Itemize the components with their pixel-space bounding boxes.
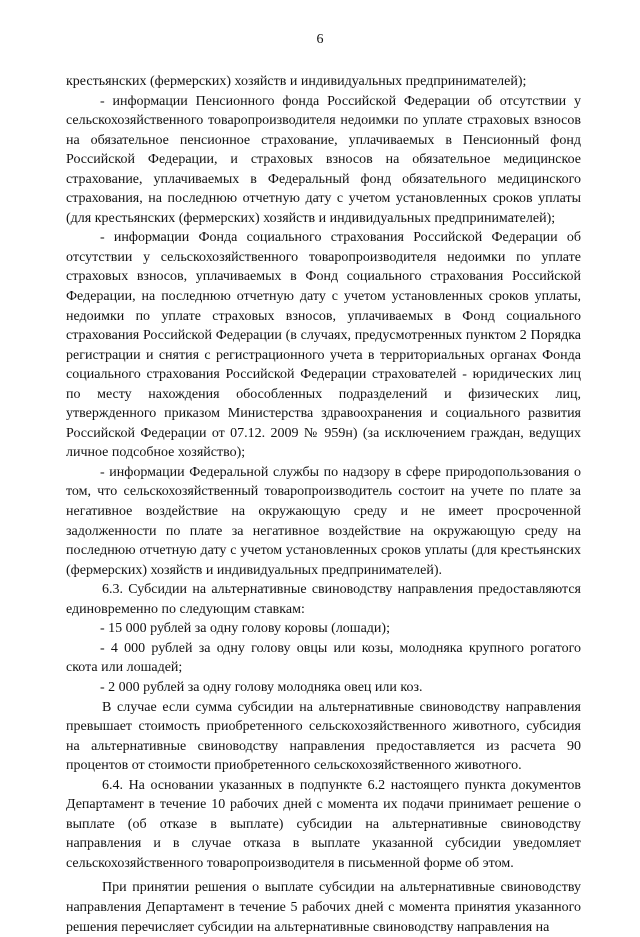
paragraph-subsidy-limit: В случае если сумма субсидии на альтернативные свиноводству направления превышает стоимость приобретенного сельскохозяйственного животного, субсидия на альтернативные свиноводству направления предоставляется из расчета 90 процентов от стоимости приобретенного сельскохозяйственного животного. (66, 699, 581, 774)
paragraph-6-3: 6.3. Субсидии на альтернативные свиноводству направления предоставляются единовременно по следующим ставкам: (66, 582, 581, 617)
paragraph-continuation: крестьянских (фермерских) хозяйств и индивидуальных предпринимателей); (66, 74, 527, 89)
paragraph-nature-supervision: - информации Федеральной службы по надзору в сфере природопользования о том, что сельскохозяйственный товаропроизводитель состоит на учете по плате за негативное воздействие на окружающую среду и не имеет просроченной задолженности по плате за негативное воздействие на окружающую среду на последнюю отчетную дату с учетом установленных сроков уплаты (для крестьянских (фермерских) хозяйств и индивидуальных предпринимателей). (66, 464, 581, 578)
page-number: 6 (316, 32, 324, 47)
list-item-cow-rate: - 15 000 рублей за одну голову коровы (лошади); (100, 621, 390, 637)
paragraph-social-insurance-fund: - информации Фонда социального страхования Российской Федерации об отсутствии у сельскохозяйственного товаропроизводителя недоимки по уплате страховых взносов, уплачиваемых в Фонд социального страхования Российской Федерации, на последнюю отчетную дату с учетом установленных сроков уплаты, недоимки по уплате страховых взносов, уплачиваемых в Фонд социального страхования Российской Федерации (в случаях, предусмотренных пунктом 2 Порядка регистрации и снятия с регистрационного учета в территориальных органах Фонда социального страхования Российской Федерации страхователей - юридических лиц по месту нахождения обособленных подразделений и физических лиц, утвержденного приказом Министерства здравоохранения и социального развития Российской Федерации от 07.12. 2009 № 959н) (за исключением граждан, ведущих личное подсобное хозяйство); (66, 230, 581, 461)
list-item-young-sheep-rate: - 2 000 рублей за одну голову молодняка овец или коз. (100, 679, 423, 695)
document-body (66, 72, 581, 937)
list-item-sheep-rate: - 4 000 рублей за одну голову овцы или козы, молодняка крупного рогатого скота или лошадей; (66, 640, 581, 676)
paragraph-payment-decision: При принятии решения о выплате субсидии на альтернативные свиноводству направления Департамент в течение 5 рабочих дней с момента принятия указанного решения перечисляет субсидии на альтернативные свиноводству направления на (66, 880, 581, 935)
paragraph-pension-fund: - информации Пенсионного фонда Российской Федерации об отсутствии у сельскохозяйственного товаропроизводителя недоимки по уплате страховых взносов на обязательное пенсионное страхование, уплачиваемых в Пенсионный фонд Российской Федерации, и страховых взносов на обязательное медицинское страхование, уплачиваемых в Федеральный фонд обязательного медицинского страхования, на последнюю отчетную дату с учетом установленных сроков уплаты (для крестьянских (фермерских) хозяйств и индивидуальных предпринимателей); (66, 93, 581, 226)
paragraph-6-4: 6.4. На основании указанных в подпункте 6.2 настоящего пункта документов Департамент в течение 10 рабочих дней с момента их подачи принимает решение о выплате (об отказе в выплате) субсидии на альтернативные свиноводству направления и в случае отказа в выплате указанной субсидии уведомляет сельскохозяйственного товаропроизводителя в письменной форме об этом. (66, 777, 581, 871)
